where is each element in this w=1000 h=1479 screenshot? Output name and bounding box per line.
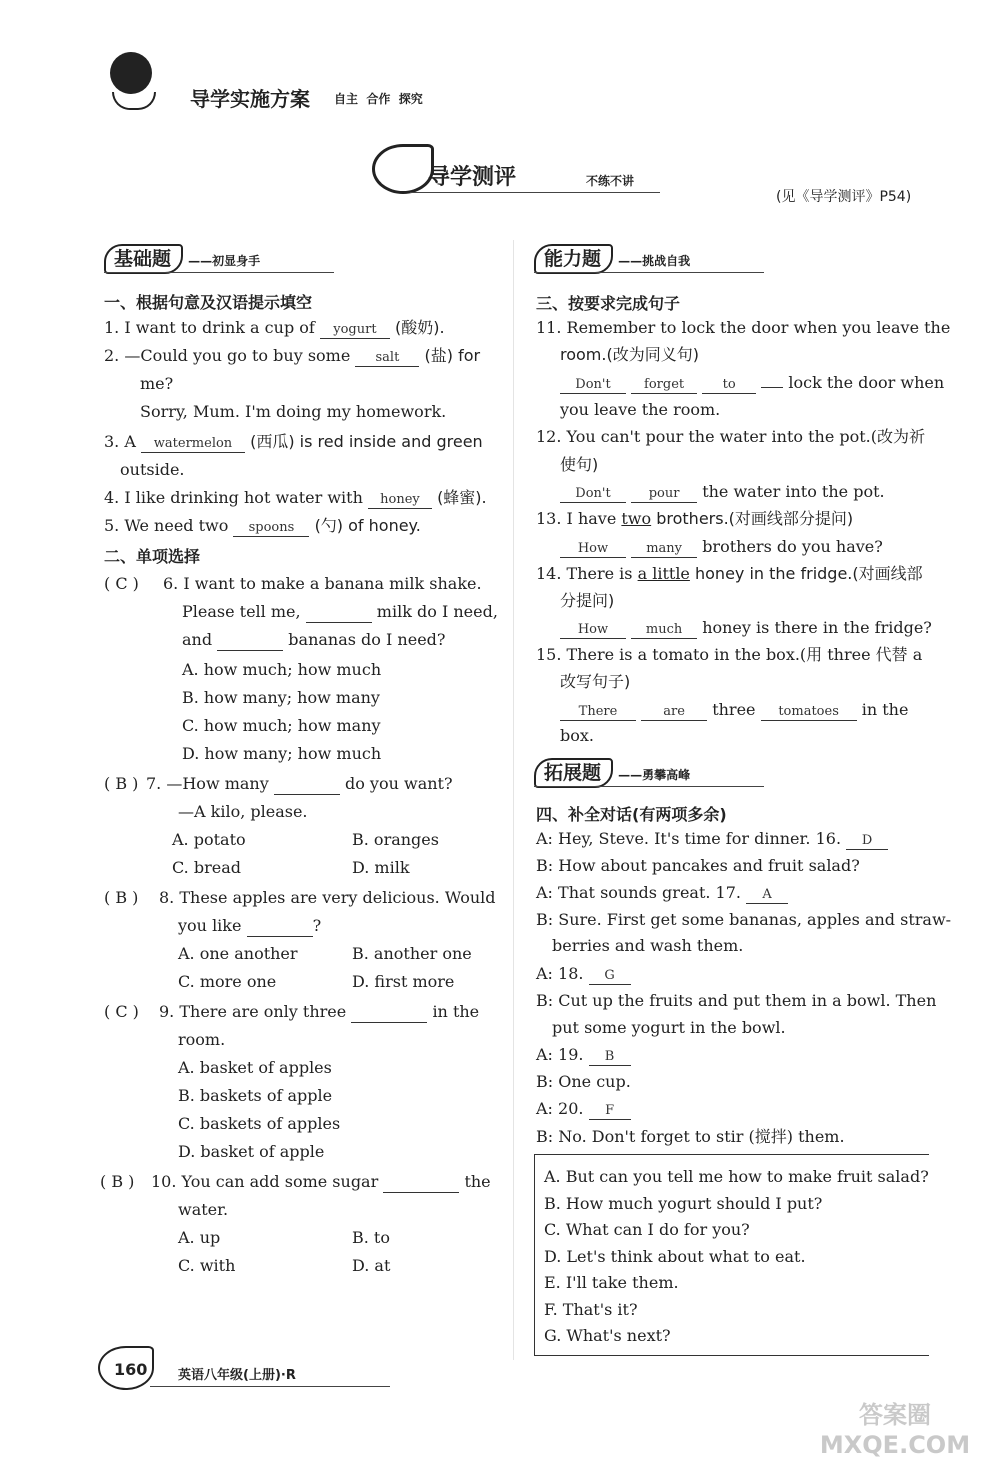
part1-title: 一、根据句意及汉语提示填空	[104, 293, 313, 312]
q6-option-c: C. how much; how many	[182, 716, 381, 735]
question-8: 8. These apples are very delicious. Would	[159, 888, 496, 907]
q9-option-d: D. basket of apple	[178, 1142, 325, 1161]
banner-subtitle: 不练不讲	[586, 174, 635, 188]
q7-option-d: D. milk	[352, 858, 410, 877]
question-12-line2: 使句)	[560, 455, 599, 474]
ext-underline	[534, 786, 764, 787]
answer-1: yogurt	[320, 322, 390, 339]
question-3: 3. A watermelon (西瓜) is red inside and green	[104, 432, 483, 451]
answer-16: D	[846, 833, 888, 850]
question-14: 14. There is a little honey in the fridge.(对画线部	[536, 564, 923, 583]
footer-book: 英语八年级(上册)·R	[178, 1368, 296, 1383]
option-b: B. How much yogurt should I put?	[544, 1194, 823, 1213]
ext-label: 拓展题	[534, 758, 613, 788]
question-10-answer: ( B )	[100, 1172, 135, 1191]
footer-line	[150, 1386, 390, 1387]
question-2-line3: Sorry, Mum. I'm doing my homework.	[140, 402, 447, 421]
banner-underline	[410, 192, 660, 193]
dialogue-18: A: 18. G	[536, 964, 631, 985]
question-6-answer: ( C )	[104, 574, 139, 593]
question-7-line2: —A kilo, please.	[178, 802, 308, 821]
q6-option-a: A. how much; how much	[182, 660, 382, 679]
question-9-answer: ( C )	[104, 1002, 139, 1021]
q9-option-c: C. baskets of apples	[178, 1114, 341, 1133]
question-15-answer: There are three tomatoes in the	[560, 700, 908, 721]
question-2-line2: me?	[140, 374, 174, 393]
question-7: 7. —How many do you want?	[146, 774, 453, 793]
answer-18: G	[589, 968, 631, 985]
question-3-line2: outside.	[120, 460, 185, 479]
question-6-line3: and bananas do I need?	[182, 630, 446, 649]
dialogue-line-10: B: No. Don't forget to stir (搅拌) them.	[536, 1127, 845, 1146]
q7-option-c: C. bread	[172, 858, 241, 877]
option-e: E. I'll take them.	[544, 1273, 679, 1292]
section-ability-header	[534, 244, 690, 274]
q8-option-d: D. first more	[352, 972, 455, 991]
dialogue-line-6a: B: Cut up the fruits and put them in a bowl. Then	[536, 991, 937, 1010]
q6-option-d: D. how many; how much	[182, 744, 382, 763]
option-d: D. Let's think about what to eat.	[544, 1247, 806, 1266]
q6-option-b: B. how many; how many	[182, 688, 380, 707]
question-10-line2: water.	[178, 1200, 229, 1219]
dialogue-line-2: B: How about pancakes and fruit salad?	[536, 856, 860, 875]
section-basic-header	[104, 244, 260, 274]
answer-5: spoons	[233, 520, 309, 537]
reference-note: (见《导学测评》P54)	[776, 189, 912, 205]
basic-underline	[104, 272, 334, 273]
question-12: 12. You can't pour the water into the pot.(改为祈	[536, 427, 926, 446]
dialogue-line-4b: berries and wash them.	[552, 936, 744, 955]
question-4: 4. I like drinking hot water with honey (蜂蜜).	[104, 488, 487, 507]
series-motto: 自主 合作 探究	[334, 92, 423, 106]
q7-option-a: A. potato	[172, 830, 246, 849]
question-12-answer: Don't pour the water into the pot.	[560, 482, 885, 503]
option-a: A. But can you tell me how to make fruit salad?	[544, 1167, 929, 1186]
dialogue-line-6b: put some yogurt in the bowl.	[552, 1018, 786, 1037]
question-9: 9. There are only three in the	[159, 1002, 480, 1021]
answer-4: honey	[368, 492, 432, 509]
q10-option-a: A. up	[178, 1228, 221, 1247]
dialogue-20: A: 20. F	[536, 1099, 631, 1120]
question-11-line4: you leave the room.	[560, 400, 721, 419]
ability-sub: ——挑战自我	[618, 254, 691, 268]
question-6: 6. I want to make a banana milk shake.	[163, 574, 482, 593]
q10-option-d: D. at	[352, 1256, 391, 1275]
question-13-answer: How many brothers do you have?	[560, 537, 883, 558]
series-title: 导学实施方案	[190, 87, 310, 111]
section-extension-header	[534, 758, 690, 788]
page-number: 160	[114, 1360, 148, 1379]
dialogue-16: A: Hey, Steve. It's time for dinner. 16. D	[536, 829, 888, 850]
dialogue-line-4a: B: Sure. First get some bananas, apples and straw-	[536, 910, 952, 929]
option-g: G. What's next?	[544, 1326, 671, 1345]
q8-option-c: C. more one	[178, 972, 277, 991]
question-7-answer: ( B )	[104, 774, 139, 793]
question-5: 5. We need two spoons (勺) of honey.	[104, 516, 421, 535]
question-13: 13. I have two brothers.(对画线部分提问)	[536, 509, 854, 528]
question-1: 1. I want to drink a cup of yogurt (酸奶).	[104, 318, 445, 337]
q7-option-b: B. oranges	[352, 830, 439, 849]
part4-title: 四、补全对话(有两项多余)	[536, 805, 727, 824]
ability-label: 能力题	[534, 244, 613, 274]
q10-option-c: C. with	[178, 1256, 236, 1275]
question-2: 2. —Could you go to buy some salt (盐) for	[104, 346, 481, 365]
banner-title: 导学测评	[428, 165, 517, 190]
question-6-line2: Please tell me, milk do I need,	[182, 602, 498, 621]
question-14-line2: 分提问)	[560, 591, 615, 610]
basic-sub: ——初显身手	[188, 254, 261, 268]
mascot-logo	[110, 52, 152, 94]
q9-option-b: B. baskets of apple	[178, 1086, 333, 1105]
basic-label: 基础题	[104, 244, 183, 274]
q8-option-b: B. another one	[352, 944, 472, 963]
question-8-line2: you like ?	[178, 916, 322, 935]
banner-swirl-icon	[372, 144, 434, 194]
question-14-answer: How much honey is there in the fridge?	[560, 618, 932, 639]
question-9-line2: room.	[178, 1030, 226, 1049]
option-c: C. What can I do for you?	[544, 1220, 750, 1239]
q10-option-b: B. to	[352, 1228, 390, 1247]
q8-option-a: A. one another	[178, 944, 298, 963]
answer-19: B	[589, 1049, 631, 1066]
question-11: 11. Remember to lock the door when you leave the	[536, 318, 951, 337]
answer-3: watermelon	[141, 436, 245, 453]
watermark: 答案圈 MXQE.COM	[819, 1401, 971, 1459]
ext-sub: ——勇攀高峰	[618, 768, 691, 782]
question-11-line2: room.(改为同义句)	[560, 345, 699, 364]
part2-title: 二、单项选择	[104, 547, 201, 566]
part3-title: 三、按要求完成句子	[536, 294, 681, 313]
answer-2: salt	[355, 350, 419, 367]
ability-underline	[534, 272, 764, 273]
q9-option-a: A. basket of apples	[178, 1058, 332, 1077]
question-15-line4: box.	[560, 726, 594, 745]
question-15-line2: 改写句子)	[560, 672, 631, 691]
question-11-answer: Don't forget to lock the door when	[560, 373, 944, 394]
dialogue-17: A: That sounds great. 17. A	[536, 883, 788, 904]
answer-20: F	[589, 1103, 631, 1120]
dialogue-line-8: B: One cup.	[536, 1072, 631, 1091]
question-8-answer: ( B )	[104, 888, 139, 907]
column-divider	[513, 240, 514, 1360]
mascot-feet	[112, 92, 156, 110]
dialogue-19: A: 19. B	[536, 1045, 631, 1066]
answer-17: A	[746, 887, 788, 904]
question-15: 15. There is a tomato in the box.(用 three 代替 a	[536, 645, 923, 664]
option-f: F. That's it?	[544, 1300, 638, 1319]
question-10: 10. You can add some sugar the	[151, 1172, 491, 1191]
